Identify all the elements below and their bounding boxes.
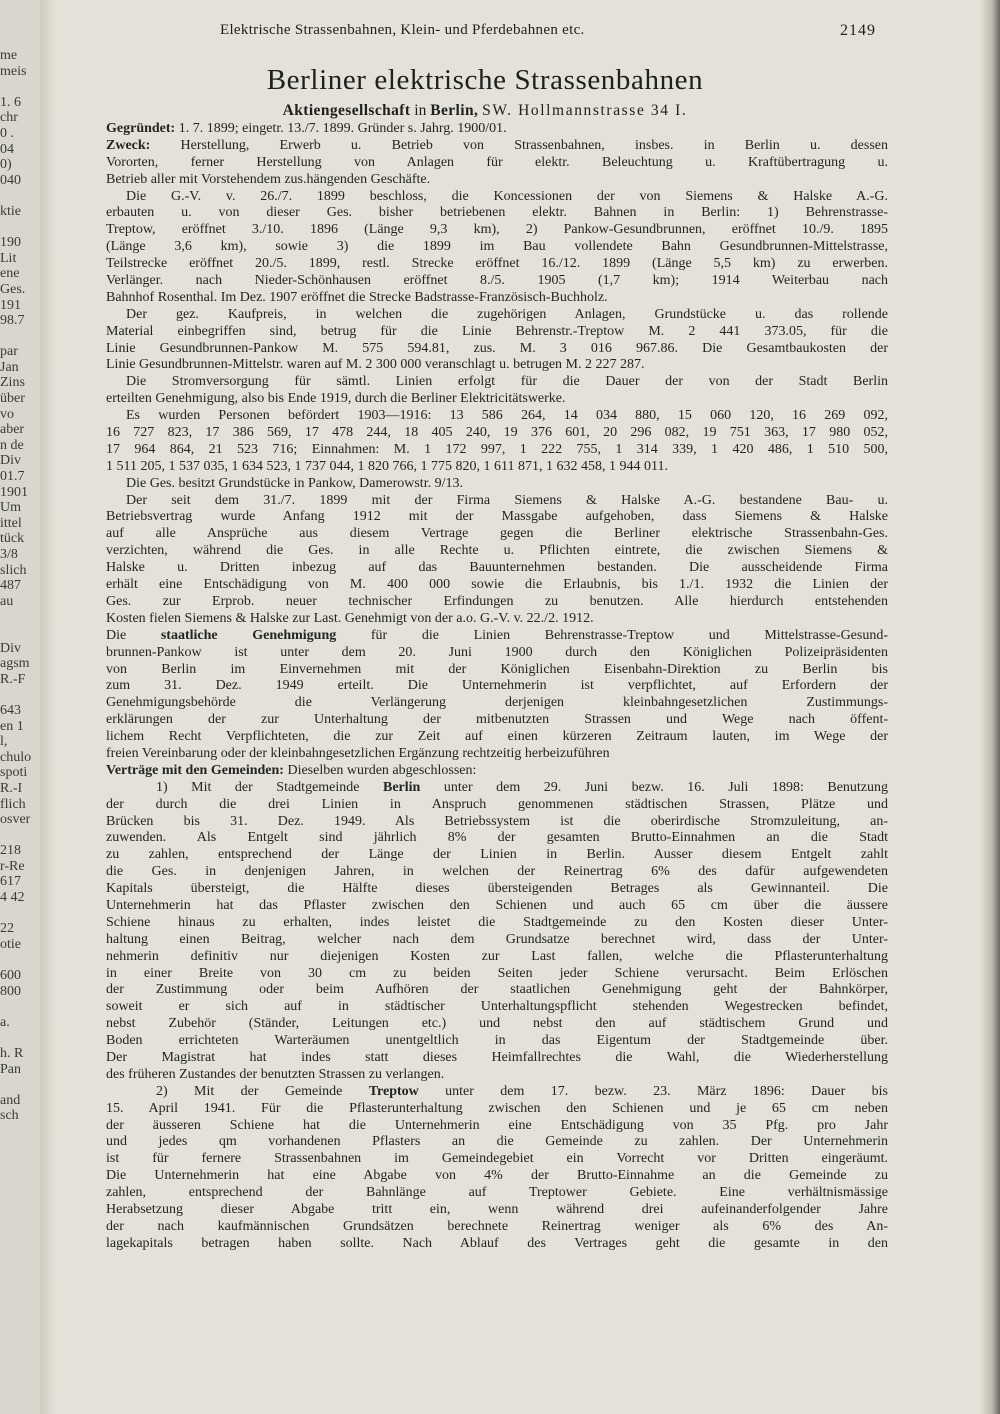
gutter-fragment: 98.7 bbox=[0, 313, 25, 329]
text-line bbox=[106, 1084, 888, 1101]
text-line bbox=[106, 172, 888, 189]
bold-term: Treptow bbox=[368, 1083, 419, 1099]
text-run: der Zustimmung oder beim Aufhören der staatlichen Genehmigung geht der Bahnkörper, bbox=[106, 982, 888, 998]
text-run: Schiene hinaus zu erhalten, indes leistet die Stadtgemeinde zu den Kosten dieser Unter- bbox=[106, 914, 888, 930]
gutter-fragment: 04 bbox=[0, 141, 14, 157]
gutter-fragment bbox=[0, 188, 40, 204]
paragraph bbox=[106, 476, 888, 493]
gutter-fragment: par bbox=[0, 344, 18, 360]
gutter-fragment: 4 42 bbox=[0, 890, 25, 906]
gutter-fragment: 040 bbox=[0, 172, 21, 188]
text-run: Dieselben wurden abgeschlossen: bbox=[283, 762, 477, 778]
gutter-fragment: 0 . bbox=[0, 125, 14, 141]
text-line bbox=[106, 847, 888, 864]
text-line bbox=[106, 814, 888, 831]
gutter-fragment: 1. 6 bbox=[0, 94, 21, 110]
left-page-gutter bbox=[0, 0, 55, 1414]
gutter-fragment: l, bbox=[0, 734, 8, 750]
text-run: der äusseren Schiene hat die Unternehmerin eine Entschädigung von 35 Pfg. pro Jahr bbox=[106, 1117, 888, 1133]
gutter-fragment: 600 bbox=[0, 968, 21, 984]
text-run: Die G.-V. v. 26./7. 1899 beschloss, die Koncessionen der von Siemens & Halske A.-G. bbox=[126, 188, 888, 204]
text-run: Betriebsvertrag wurde Anfang 1912 mit der Massgabe aufgehoben, dass Siemens & Halske bbox=[106, 509, 888, 525]
text-run: 1) Mit der Stadtgemeinde bbox=[156, 779, 383, 795]
text-line bbox=[106, 121, 888, 138]
paragraph bbox=[106, 189, 888, 307]
text-run: Der seit dem 31./7. 1899 mit der Firma Siemens & Halske A.-G. bestandene Bau- u. bbox=[126, 492, 888, 508]
paragraph bbox=[106, 763, 888, 780]
gutter-fragment: Zins bbox=[0, 375, 25, 391]
text-line bbox=[106, 746, 888, 763]
gutter-fragment: flich bbox=[0, 796, 26, 812]
gutter-fragment bbox=[0, 1077, 40, 1093]
gutter-fragment: otie bbox=[0, 936, 21, 952]
text-line bbox=[106, 273, 888, 290]
company-headline: Berliner elektrische Strassenbahnen bbox=[266, 64, 704, 96]
text-line bbox=[106, 374, 888, 391]
gutter-fragment: ktie bbox=[0, 203, 21, 219]
text-line bbox=[106, 949, 888, 966]
text-line bbox=[106, 628, 888, 645]
gutter-fragment: and bbox=[0, 1092, 21, 1108]
paragraph bbox=[106, 138, 888, 189]
text-line bbox=[106, 1033, 888, 1050]
text-run: zu zahlen, entsprechend der Länge der Linien in Berlin. Ausser diesem Entgelt zahlt bbox=[106, 847, 888, 863]
paragraph bbox=[106, 493, 888, 628]
text-run: brunnen-Pankow ist unter dem 20. Juni 1900 durch den Königlichen Polizeipräsidenten bbox=[106, 644, 888, 660]
gutter-fragment: n de bbox=[0, 437, 24, 453]
text-line bbox=[106, 678, 888, 695]
text-run: Die bbox=[106, 627, 161, 643]
page-number: 2149 bbox=[840, 22, 876, 39]
text-line bbox=[106, 239, 888, 256]
text-run: nebst Zubehör (Ständer, Leitungen etc.) und nebst den auf städtischem Grund und bbox=[106, 1016, 888, 1032]
text-run: Die Unternehmerin hat eine Abgabe von 4% der Brutto-Einnahme an die Gemeinde zu bbox=[106, 1168, 888, 1184]
text-run: freien Vereinbarung oder der kleinbahngesetzlichen Ergänzung rechtzeitig herbeizuführen bbox=[106, 745, 610, 761]
bold-term: Verträge mit den Gemeinden: bbox=[106, 762, 284, 778]
gutter-fragment: aber bbox=[0, 422, 25, 438]
subline-preposition: in bbox=[414, 102, 427, 119]
text-line bbox=[106, 982, 888, 999]
text-line bbox=[106, 442, 888, 459]
text-line bbox=[106, 915, 888, 932]
gutter-fragment: agsm bbox=[0, 656, 30, 672]
text-run: die Ges. in denjenigen Jahren, in welchen der Reinertrag 6% des dafür aufgewendeten bbox=[106, 864, 888, 880]
gutter-fragment: 190 bbox=[0, 235, 21, 251]
text-run: 1. 7. 1899; eingetr. 13./7. 1899. Gründer s. Jahrg. 1900/01. bbox=[175, 121, 507, 136]
text-run: erbauten u. von dieser Ges. bisher betriebenen elektr. Bahnen in Berlin: 1) Behrenstrasse- bbox=[106, 205, 888, 221]
company-city: Berlin, bbox=[430, 102, 479, 119]
article-body bbox=[106, 121, 888, 1253]
text-run: haltung einen Beitrag, welcher nach dem Grundsatze berechnet wird, dass der Unter- bbox=[106, 931, 888, 947]
gutter-fragment: sch bbox=[0, 1108, 19, 1124]
running-title: Elektrische Strassenbahnen, Klein- und Pferdebahnen etc. bbox=[220, 22, 585, 38]
text-run: des früheren Zustandes der benutzten Strassen zu verlangen. bbox=[106, 1066, 445, 1082]
text-run: Genehmigungsbehörde die Verlängerung derjenigen kleinbahngesetzlichen Zustimmungs- bbox=[106, 695, 888, 711]
bold-term: staatliche Genehmigung bbox=[160, 627, 337, 643]
text-run: Der Magistrat hat indes statt dieses Heimfallrechtes die Wahl, die Wiederherstellung bbox=[106, 1049, 888, 1065]
gutter-fragment: 22 bbox=[0, 921, 14, 937]
gutter-fragment: chr bbox=[0, 110, 18, 126]
bold-term: Gegründet: bbox=[106, 121, 176, 136]
gutter-fragment bbox=[0, 828, 40, 844]
text-run: lichem Recht Verpflichteten, die zur Zeit auf einen kürzeren Zeitraum lauten, im Wege der bbox=[106, 729, 888, 745]
text-run: Brücken bis 31. Dez. 1949. Als Betriebssystem ist die oberirdische Stromzuleitung, an- bbox=[106, 813, 888, 829]
text-run: Es wurden Personen befördert 1903—1916: 13 586 264, 14 034 880, 15 060 120, 16 269 092, bbox=[126, 408, 888, 424]
text-run: Betrieb aller mit Vorstehendem zus.hängenden Geschäfte. bbox=[106, 171, 431, 187]
gutter-fragment bbox=[0, 687, 40, 703]
paragraph bbox=[106, 1084, 888, 1253]
text-run: unter dem 17. bezw. 23. März 1896: Dauer bis bbox=[418, 1083, 889, 1099]
bold-term: Zweck: bbox=[106, 137, 151, 153]
gutter-fragment: Um bbox=[0, 500, 21, 516]
text-run: Linie Gesundbrunnen-Pankow M. 575 594.81, zus. M. 3 016 967.86. Die Gesamtbaukosten der bbox=[106, 340, 888, 356]
text-run: auf alle Ansprüche aus diesem Vertrage gegen die Berliner elektrische Strassenbahn-Ges. bbox=[106, 526, 888, 542]
company-address: SW. Hollmannstrasse 34 I. bbox=[482, 102, 688, 119]
text-line bbox=[106, 577, 888, 594]
running-head bbox=[90, 22, 880, 44]
gutter-fragment: au bbox=[0, 593, 14, 609]
gutter-fragment: ene bbox=[0, 266, 20, 282]
text-run: verzichten, während die Ges. in alle Rechte u. Pflichten eintrete, die zwischen Siemens & bbox=[106, 543, 888, 559]
text-run: unter dem 29. Juni bezw. 16. Juli 1898: Benutzung bbox=[420, 779, 889, 795]
text-run: soweit er sich auf in städtischer Unterhaltungspflicht stehenden Wegestrecken befindet, bbox=[106, 999, 888, 1015]
gutter-fragment bbox=[0, 952, 40, 968]
text-line bbox=[106, 999, 888, 1016]
text-line bbox=[106, 1185, 888, 1202]
gutter-fragment: ittel bbox=[0, 515, 22, 531]
gutter-fragment: 0) bbox=[0, 157, 12, 173]
text-run: Unternehmerin hat das Pflaster zwischen den Schienen und auch 65 cm über die äussere bbox=[106, 897, 888, 913]
gutter-fragment bbox=[0, 625, 40, 641]
gutter-fragment: a. bbox=[0, 1014, 10, 1030]
gutter-fragment bbox=[0, 609, 40, 625]
text-line bbox=[106, 1202, 888, 1219]
text-line bbox=[106, 290, 888, 307]
text-run: zuwenden. Als Entgelt sind jährlich 8% der gesamten Brutto-Einnahmen an die Stadt bbox=[106, 830, 888, 846]
gutter-fragment bbox=[0, 906, 40, 922]
text-line bbox=[106, 1151, 888, 1168]
text-line bbox=[106, 763, 888, 780]
text-line bbox=[106, 560, 888, 577]
text-line bbox=[106, 1219, 888, 1236]
page-edge-shadow bbox=[980, 0, 1000, 1414]
gutter-fragment bbox=[0, 220, 40, 236]
adjacent-page-fragments bbox=[0, 48, 40, 1124]
text-run: Teilstrecke eröffnet 20./5. 1899, restl. Strecke eröffnet 16./12. 1899 (Länge 5,5 km) zu erwerben. bbox=[106, 256, 888, 272]
text-line bbox=[106, 425, 888, 442]
text-run: Ges. zur Erprob. neuer technischer Erfindungen zu benutzen. Alle hierdurch entstehenden bbox=[106, 593, 888, 609]
text-line bbox=[106, 594, 888, 611]
gutter-fragment: R.-F bbox=[0, 671, 26, 687]
gutter-fragment: meis bbox=[0, 63, 27, 79]
text-line bbox=[106, 712, 888, 729]
text-run: Der gez. Kaufpreis, in welchen die zugehörigen Anlagen, Grundstücke u. das rollende bbox=[126, 306, 888, 322]
gutter-fragment: Pan bbox=[0, 1061, 21, 1077]
gutter-fragment: Div bbox=[0, 640, 21, 656]
gutter-fragment: h. R bbox=[0, 1046, 24, 1061]
text-run: der durch die drei Linien in Anspruch genommenen städtischen Strassen, Plätze und bbox=[106, 796, 888, 812]
text-line bbox=[106, 1016, 888, 1033]
text-line bbox=[106, 408, 888, 425]
bold-term: Berlin bbox=[383, 779, 421, 795]
gutter-fragment: 487 bbox=[0, 578, 21, 594]
gutter-fragment: Div bbox=[0, 453, 21, 469]
text-line bbox=[106, 476, 888, 493]
text-line bbox=[106, 1101, 888, 1118]
text-line bbox=[106, 341, 888, 358]
text-line bbox=[106, 729, 888, 746]
text-line bbox=[106, 459, 888, 476]
gutter-fragment: 191 bbox=[0, 297, 21, 313]
text-run: 1 511 205, 1 537 035, 1 634 523, 1 737 044, 1 820 766, 1 775 820, 1 611 871, 1 632 458, 1 944 011. bbox=[106, 458, 668, 474]
text-run: erhält eine Entschädigung von M. 400 000 sowie die Erlaubnis, bis 1./1. 1932 die Linien der bbox=[106, 577, 888, 593]
text-run: erteilten Genehmigung, also bis Ende 1919, durch die Berliner Elektricitätswerke. bbox=[106, 391, 566, 407]
gutter-fragment: 1901 bbox=[0, 484, 28, 500]
text-run: Verlänger. nach Nieder-Schönhausen eröffnet 8./5. 1905 (1,7 km); 1914 Weiterbau nach bbox=[106, 273, 888, 289]
gutter-fragment: osver bbox=[0, 812, 31, 828]
text-run: Vororten, ferner Herstellung von Anlagen für elektr. Beleuchtung u. Kraftübertragung u. bbox=[106, 154, 888, 170]
text-run: zahlen, entsprechend der Bahnlänge auf Treptower Gebiete. Eine verhältnismässige bbox=[106, 1185, 888, 1201]
gutter-fragment bbox=[0, 329, 40, 345]
text-line bbox=[106, 205, 888, 222]
text-line bbox=[106, 1050, 888, 1067]
text-run: Boden errichteten Warteräumen unentgeltlich in das Eigentum der Stadtgemeinde über. bbox=[106, 1033, 888, 1049]
text-line bbox=[106, 864, 888, 881]
company-form: Aktiengesellschaft bbox=[282, 102, 411, 119]
text-run: Kosten fielen Siemens & Halske zur Last. Genehmigt von der a.o. G.-V. v. 22./2. 1912. bbox=[106, 610, 594, 626]
gutter-fragment: 800 bbox=[0, 983, 21, 999]
gutter-fragment: me bbox=[0, 48, 18, 63]
gutter-fragment bbox=[0, 999, 40, 1015]
text-line bbox=[106, 645, 888, 662]
gutter-fragment: Ges. bbox=[0, 281, 26, 297]
text-line bbox=[106, 695, 888, 712]
text-line bbox=[106, 1168, 888, 1185]
text-run: lagekapitals betragen haben sollte. Nach Ablauf des Vertrages geht die gesamte in den bbox=[106, 1235, 888, 1251]
text-line bbox=[106, 966, 888, 983]
text-line bbox=[106, 222, 888, 239]
text-run: Die Ges. besitzt Grundstücke in Pankow, Damerowstr. 9/13. bbox=[126, 475, 463, 491]
text-line bbox=[106, 932, 888, 949]
paragraph bbox=[106, 408, 888, 476]
text-line bbox=[106, 898, 888, 915]
gutter-fragment: tück bbox=[0, 531, 25, 547]
text-line bbox=[106, 1067, 888, 1084]
paragraph bbox=[106, 628, 888, 763]
text-run: (Länge 3,6 km), sowie 3) die 1899 im Bau vollendete Bahn Gesundbrunnen-Mittelstrasse, bbox=[106, 239, 888, 255]
text-line bbox=[106, 391, 888, 408]
gutter-fragment: 617 bbox=[0, 874, 21, 890]
text-line bbox=[106, 307, 888, 324]
gutter-fragment: chulo bbox=[0, 749, 32, 765]
text-run: der nach kaufmännischen Grundsätzen berechnete Reinertrag weniger als 6% des An- bbox=[106, 1218, 888, 1234]
gutter-fragment: vo bbox=[0, 406, 14, 422]
paragraph bbox=[106, 374, 888, 408]
text-run: und jedes qm vorhandenen Pflasters an die Gemeinde zu zahlen. Der Unternehmerin bbox=[106, 1134, 888, 1150]
gutter-fragment: 643 bbox=[0, 702, 21, 718]
gutter-fragment: Jan bbox=[0, 359, 19, 375]
text-line bbox=[106, 1236, 888, 1253]
text-run: 2) Mit der Gemeinde bbox=[156, 1083, 369, 1099]
gutter-fragment: en 1 bbox=[0, 718, 24, 734]
text-run: erklärungen der zur Unterhaltung der mitbenutzten Strassen und Wege nach öffent- bbox=[106, 712, 888, 728]
text-line bbox=[106, 1134, 888, 1151]
gutter-fragment: Lit bbox=[0, 250, 17, 266]
text-run: Herabsetzung dieser Abgabe tritt ein, wenn während drei aufeinanderfolgender Jahre bbox=[106, 1202, 888, 1217]
gutter-fragment: 218 bbox=[0, 843, 21, 859]
text-run: Treptow, eröffnet 3./10. 1896 (Länge 9,3 km), 2) Pankow-Gesundbrunnen, eröffnet 10./9. 1895 bbox=[106, 222, 888, 238]
text-run: von Berlin im Einvernehmen mit der Königlichen Eisenbahn-Direktion zu Berlin bis bbox=[106, 661, 888, 677]
text-run: ist für fernere Strassenbahnen im Gemeindegebiet ein Vorrecht vor Dritten eingeräumt. bbox=[106, 1151, 888, 1167]
text-run: Material einbegriffen sind, betrug für die Linie Behrenstr.-Treptow M. 2 441 373.05, für die bbox=[106, 323, 888, 339]
gutter-fragment: slich bbox=[0, 562, 27, 578]
gutter-fragment: R.-I bbox=[0, 780, 23, 796]
text-run: Die Stromversorgung für sämtl. Linien erfolgt für die Dauer der von der Stadt Berlin bbox=[126, 374, 888, 390]
text-line bbox=[106, 509, 888, 526]
paragraph bbox=[106, 780, 888, 1084]
gutter-fragment: spoti bbox=[0, 765, 28, 781]
text-run: in einer Breite von 30 cm zu beiden Seiten jeder Schiene verursacht. Beim Erlöschen bbox=[106, 965, 888, 981]
text-run: 17 964 864, 21 523 716; Einnahmen: M. 1 172 997, 1 222 755, 1 314 339, 1 420 486, 1 510 500, bbox=[106, 441, 888, 457]
text-line bbox=[106, 256, 888, 273]
text-line bbox=[106, 662, 888, 679]
gutter-fragment: r-Re bbox=[0, 858, 25, 874]
text-line bbox=[106, 830, 888, 847]
company-subline bbox=[90, 102, 880, 120]
text-line bbox=[106, 543, 888, 560]
text-line bbox=[106, 780, 888, 797]
text-line bbox=[106, 1118, 888, 1135]
text-line bbox=[106, 357, 888, 374]
paragraph bbox=[106, 121, 888, 138]
text-line bbox=[106, 493, 888, 510]
text-run: Bahnhof Rosenthal. Im Dez. 1907 eröffnet die Strecke Badstrasse-Französisch-Buchholz. bbox=[106, 289, 608, 305]
text-run: zum 31. Dez. 1949 erteilt. Die Unternehmerin ist verpflichtet, auf Erfordern der bbox=[106, 678, 888, 694]
gutter-fragment: 01.7 bbox=[0, 469, 25, 485]
text-line bbox=[106, 611, 888, 628]
text-run: 15. April 1941. Für die Pflasterunterhaltung zwischen den Schienen und je 65 cm neben bbox=[106, 1100, 888, 1116]
text-line bbox=[106, 526, 888, 543]
text-line bbox=[106, 797, 888, 814]
text-run: Halske u. Dritten inbezug auf das Bauunternehmen bestanden. Die ausscheidende Firma bbox=[106, 560, 888, 576]
gutter-fragment: 3/8 bbox=[0, 547, 18, 562]
text-run: Herstellung, Erwerb u. Betrieb von Strassenbahnen, insbes. in Berlin u. dessen bbox=[150, 137, 888, 153]
text-run: nehmerin definitiv nur diejenigen Kosten zur Last fallen, welche die Pflasterunterhaltung bbox=[106, 948, 888, 964]
gutter-fragment: über bbox=[0, 391, 25, 407]
paragraph bbox=[106, 307, 888, 375]
text-line bbox=[106, 881, 888, 898]
text-line bbox=[106, 155, 888, 172]
text-run: 16 727 823, 17 386 569, 17 478 244, 18 405 240, 19 376 601, 20 296 082, 19 751 363, 17 980 052, bbox=[106, 425, 888, 441]
binding-fold bbox=[40, 0, 55, 1414]
text-line bbox=[106, 138, 888, 155]
text-run: Linie Gesundbrunnen-Mittelstr. waren auf M. 2 300 000 veranschlagt u. betrugen M. 2 227 287. bbox=[106, 357, 645, 373]
gutter-fragment bbox=[0, 79, 40, 95]
gutter-fragment bbox=[0, 1030, 40, 1046]
text-run: Kapitals übersteigt, die Hälfte dieses übersteigenden Betrages als Gewinnanteil. Die bbox=[106, 881, 888, 897]
text-line bbox=[106, 324, 888, 341]
text-run: für die Linien Behrenstrasse-Treptow und Mittelstrasse-Gesund- bbox=[336, 627, 889, 643]
text-line bbox=[106, 189, 888, 206]
